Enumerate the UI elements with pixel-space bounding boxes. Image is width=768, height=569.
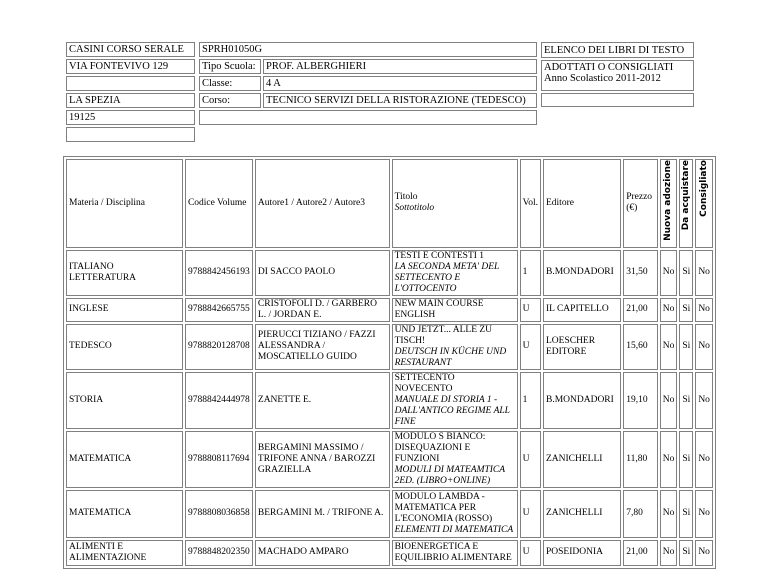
cell-editore: ZANICHELLI: [543, 431, 621, 488]
cell-nuova: No: [660, 298, 678, 322]
school-cap: 19125: [66, 110, 195, 125]
cell-vol: U: [520, 540, 541, 566]
cell-codice: 9788820128708: [185, 324, 253, 370]
book-title: BIOENERGETICA E EQUILIBRIO ALIMENTARE: [394, 541, 512, 563]
cell-materia: ALIMENTI E ALIMENTAZIONE: [66, 540, 183, 566]
cell-materia: ITALIANO LETTERATURA: [66, 250, 183, 296]
cell-acquistare: Si: [679, 298, 693, 322]
heading-subtitle: [541, 60, 694, 91]
school-code: SPRH01050G: [199, 42, 537, 57]
cell-nuova: No: [660, 324, 678, 370]
cell-prezzo: 31,50: [623, 250, 658, 296]
cell-vol: U: [520, 431, 541, 488]
cell-codice: 9788808117694: [185, 431, 253, 488]
heading-title: ELENCO DEI LIBRI DI TESTO: [541, 42, 694, 58]
table-row: [66, 324, 713, 370]
cell-codice: 9788842444978: [185, 372, 253, 429]
cell-acquistare: Si: [679, 540, 693, 566]
col-autori-header: Autore1 / Autore2 / Autore3: [255, 159, 390, 248]
school-city: LA SPEZIA: [66, 93, 195, 108]
cell-editore: B.MONDADORI: [543, 250, 621, 296]
heading-table: [539, 40, 696, 109]
cell-vol: U: [520, 324, 541, 370]
school-blank-row: [66, 76, 195, 91]
table-row: [66, 431, 713, 488]
col-titolo-header: [392, 159, 518, 248]
book-title: NEW MAIN COURSE ENGLISH: [394, 298, 484, 320]
books-table-frame: [63, 156, 716, 569]
cell-consigliato: No: [695, 490, 713, 538]
tipo-scuola-label: Tipo Scuola:: [199, 59, 261, 74]
col-prezzo-header: Prezzo (€): [623, 159, 658, 248]
col-nuova-adozione-label: Nuova adozione: [663, 160, 674, 241]
cell-consigliato: No: [695, 324, 713, 370]
table-row: [66, 540, 713, 566]
cell-titolo: [392, 490, 518, 538]
cell-consigliato: No: [695, 372, 713, 429]
cell-autori: MACHADO AMPARO: [255, 540, 390, 566]
book-title: SETTECENTO NOVECENTO: [394, 372, 455, 394]
cell-prezzo: 21,00: [623, 540, 658, 566]
cell-editore: ZANICHELLI: [543, 490, 621, 538]
cell-codice: 9788842456193: [185, 250, 253, 296]
cell-autori: ZANETTE E.: [255, 372, 390, 429]
cell-nuova: No: [660, 431, 678, 488]
cell-titolo: [392, 250, 518, 296]
corso-value: TECNICO SERVIZI DELLA RISTORAZIONE (TEDESCO): [263, 93, 537, 108]
cell-nuova: No: [660, 540, 678, 566]
col-da-acquistare-label: Da acquistare: [680, 160, 691, 231]
cell-acquistare: Si: [679, 250, 693, 296]
cell-prezzo: 15,60: [623, 324, 658, 370]
col-editore-header: Editore: [543, 159, 621, 248]
book-title: MODULO S BIANCO: DISEQUAZIONI E FUNZIONI: [394, 431, 486, 464]
books-table: [64, 157, 715, 568]
heading-year: Anno Scolastico 2011-2012: [544, 73, 661, 84]
col-codice-header: Codice Volume: [185, 159, 253, 248]
cell-autori: BERGAMINI MASSIMO / TRIFONE ANNA / BAROZZI GRAZIELLA: [255, 431, 390, 488]
cell-vol: U: [520, 298, 541, 322]
cell-materia: STORIA: [66, 372, 183, 429]
cell-acquistare: Si: [679, 324, 693, 370]
tipo-scuola-value: PROF. ALBERGHIERI: [263, 59, 537, 74]
cell-autori: PIERUCCI TIZIANO / FAZZI ALESSANDRA / MOSCATIELLO GUIDO: [255, 324, 390, 370]
school-blank-row: [66, 127, 195, 142]
cell-autori: BERGAMINI M. / TRIFONE A.: [255, 490, 390, 538]
cell-consigliato: No: [695, 250, 713, 296]
cell-autori: DI SACCO PAOLO: [255, 250, 390, 296]
cell-consigliato: No: [695, 431, 713, 488]
cell-materia: MATEMATICA: [66, 431, 183, 488]
classe-value: 4 A: [263, 76, 537, 91]
cell-consigliato: No: [695, 298, 713, 322]
book-subtitle: MODULI DI MATEAMTICA 2ED. (LIBRO+ONLINE): [394, 464, 505, 486]
cell-materia: MATEMATICA: [66, 490, 183, 538]
cell-titolo: [392, 298, 518, 322]
table-row: [66, 298, 713, 322]
classe-label: Classe:: [199, 76, 261, 91]
col-da-acquistare-header: [679, 159, 693, 248]
book-subtitle: MANUALE DI STORIA 1 - DALL'ANTICO REGIME ALL FINE: [394, 394, 510, 427]
cell-acquistare: Si: [679, 431, 693, 488]
cell-editore: LOESCHER EDITORE: [543, 324, 621, 370]
corso-label: Corso:: [199, 93, 261, 108]
cell-codice: 9788842665755: [185, 298, 253, 322]
class-blank-row: [199, 110, 537, 125]
cell-titolo: [392, 324, 518, 370]
heading-subtitle-line1: ADOTTATI O CONSIGLIATI: [544, 62, 674, 73]
cell-vol: 1: [520, 372, 541, 429]
book-subtitle: LA SECONDA META' DEL SETTECENTO E L'OTTOCENTO: [394, 261, 500, 294]
cell-prezzo: 19,10: [623, 372, 658, 429]
cell-editore: IL CAPITELLO: [543, 298, 621, 322]
cell-titolo: [392, 431, 518, 488]
cell-codice: 9788808036858: [185, 490, 253, 538]
book-subtitle: DEUTSCH IN KÜCHE UND RESTAURANT: [394, 346, 507, 368]
cell-acquistare: Si: [679, 372, 693, 429]
school-info-table: [64, 40, 197, 144]
col-consigliato-label: Consigliato: [698, 160, 709, 217]
book-title: UND JETZT... ALLE ZU TISCH!: [394, 324, 493, 346]
cell-nuova: No: [660, 372, 678, 429]
school-name: CASINI CORSO SERALE: [66, 42, 195, 57]
col-titolo-label: Titolo: [394, 192, 418, 203]
table-row: [66, 372, 713, 429]
col-materia-header: Materia / Disciplina: [66, 159, 183, 248]
col-consigliato-header: [695, 159, 713, 248]
cell-materia: INGLESE: [66, 298, 183, 322]
cell-prezzo: 21,00: [623, 298, 658, 322]
cell-nuova: No: [660, 490, 678, 538]
cell-titolo: [392, 372, 518, 429]
col-vol-header: Vol.: [520, 159, 541, 248]
cell-prezzo: 7,80: [623, 490, 658, 538]
cell-codice: 9788848202350: [185, 540, 253, 566]
cell-vol: 1: [520, 250, 541, 296]
books-header-row: [66, 159, 713, 248]
book-subtitle: ELEMENTI DI MATEMATICA: [394, 524, 514, 535]
cell-editore: B.MONDADORI: [543, 372, 621, 429]
table-row: [66, 250, 713, 296]
cell-autori: CRISTOFOLI D. / GARBERO L. / JORDAN E.: [255, 298, 390, 322]
cell-consigliato: No: [695, 540, 713, 566]
class-info-table: [197, 40, 539, 127]
heading-blank-row: [541, 93, 694, 107]
book-title: TESTI E CONTESTI 1: [394, 250, 485, 261]
cell-prezzo: 11,80: [623, 431, 658, 488]
cell-titolo: [392, 540, 518, 566]
cell-nuova: No: [660, 250, 678, 296]
table-row: [66, 490, 713, 538]
cell-editore: POSEIDONIA: [543, 540, 621, 566]
school-address: VIA FONTEVIVO 129: [66, 59, 195, 74]
col-nuova-adozione-header: [660, 159, 678, 248]
cell-acquistare: Si: [679, 490, 693, 538]
col-sottotitolo-label: Sottotitolo: [394, 203, 435, 214]
book-title: MODULO LAMBDA - MATEMATICA PER L'ECONOMIA (ROSSO): [394, 491, 493, 524]
cell-materia: TEDESCO: [66, 324, 183, 370]
cell-vol: U: [520, 490, 541, 538]
